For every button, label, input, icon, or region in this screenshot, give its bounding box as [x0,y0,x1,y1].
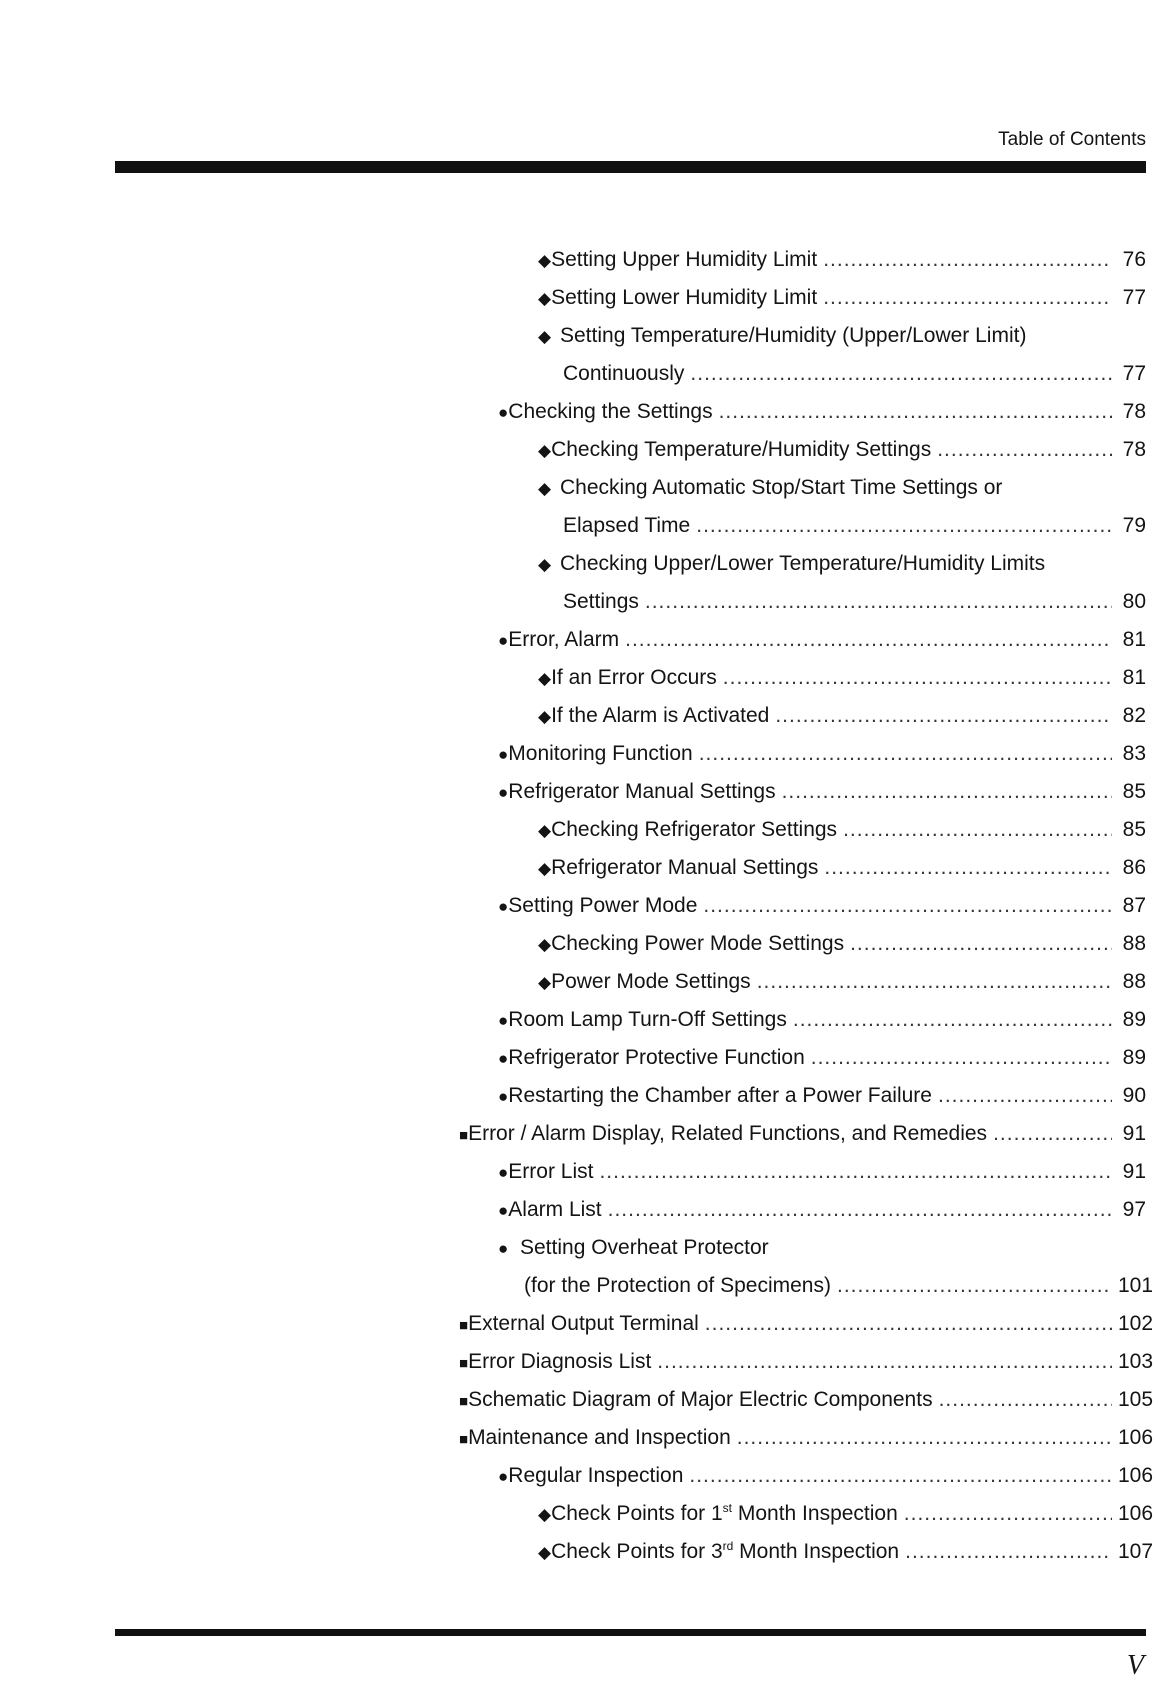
dot-leader [645,583,1112,621]
toc-entry-text: Error, Alarm [508,628,620,651]
toc-entry-label [468,1305,699,1343]
toc-entry-line [538,697,1146,736]
toc-entry[interactable] [0,1419,1169,1457]
dot-leader [939,1381,1112,1419]
toc-entry-label [551,431,931,469]
toc-page-number: 82 [1122,704,1146,727]
toc-entry-label [508,1191,601,1229]
toc-entry-line [538,811,1146,850]
toc-page-number: 91 [1122,1160,1146,1183]
diamond-bullet-icon: ◆ [538,973,552,992]
toc-entry-label [508,1001,787,1039]
toc-entry-line [538,1495,1154,1534]
dot-leader [904,1495,1112,1533]
toc-entry-text: Checking the Settings [508,400,713,423]
toc-page-number: 106 [1118,1426,1154,1449]
toc-entry-label [551,241,817,279]
circle-bullet-icon: ● [498,631,509,650]
toc-entry-text: Checking Refrigerator Settings [551,818,838,841]
dot-leader [690,355,1112,393]
diamond-bullet-icon: ◆ [538,555,552,574]
toc-page-number: 81 [1122,628,1146,651]
toc-entry[interactable] [0,469,1169,507]
toc-entry[interactable] [0,1229,1169,1267]
toc-entry-line [563,507,1146,545]
toc-entry[interactable] [0,355,1169,393]
toc-entry[interactable] [0,1001,1169,1039]
dot-leader [657,1343,1112,1381]
toc-entry-label [560,545,1045,583]
square-bullet-icon: ■ [459,1127,469,1144]
dot-leader [824,849,1112,887]
toc-entry-label [508,1457,683,1495]
toc-entry-line [459,1115,1146,1155]
toc-entry[interactable] [0,1533,1169,1571]
toc-entry-text-continued: Month Inspection [732,1502,898,1525]
toc-entry-text: Checking Upper/Lower Temperature/Humidity Limits [560,552,1046,575]
toc-entry-line [498,621,1146,660]
toc-entry-text: Refrigerator Manual Settings [551,856,819,879]
toc-page-number: 85 [1122,818,1146,841]
toc-entry[interactable] [0,1039,1169,1077]
toc-entry-line [538,963,1146,1002]
toc-entry[interactable] [0,1343,1169,1381]
toc-entry[interactable] [0,431,1169,469]
toc-entry[interactable] [0,849,1169,887]
toc-entry-label [508,621,619,659]
dot-leader [793,1001,1112,1039]
dot-leader [850,925,1112,963]
diamond-bullet-icon: ◆ [538,327,552,346]
diamond-bullet-icon: ◆ [538,1543,552,1562]
circle-bullet-icon: ● [498,403,509,422]
dot-leader [905,1533,1112,1571]
toc-entry-text: Power Mode Settings [551,970,751,993]
toc-entry-label [508,887,697,925]
toc-entry-line [498,1229,769,1268]
toc-entry-label [551,925,844,963]
toc-entry-text: Alarm List [508,1198,602,1221]
toc-entry-text: Setting Upper Humidity Limit [551,248,818,271]
diamond-bullet-icon: ◆ [538,859,552,878]
toc-entry[interactable] [0,1191,1169,1229]
toc-page-number: 105 [1118,1388,1154,1411]
toc-entry-line [538,659,1146,698]
circle-bullet-icon: ● [498,1049,509,1068]
toc-entry[interactable] [0,963,1169,1001]
toc-entry-line [538,925,1146,964]
dot-leader [782,773,1112,811]
toc-entry-text: Room Lamp Turn-Off Settings [508,1008,787,1031]
dot-leader [757,963,1112,1001]
toc-entry-text: Check Points for 1 [551,1502,723,1525]
toc-entry-line [498,887,1146,926]
toc-entry-text: Error Diagnosis List [468,1350,652,1373]
dot-leader [837,1267,1112,1305]
circle-bullet-icon: ● [498,745,509,764]
dot-leader [608,1191,1112,1229]
dot-leader [823,279,1112,317]
ordinal-suffix: rd [722,1539,734,1553]
toc-entry[interactable] [0,279,1169,317]
toc-entry-text: Setting Temperature/Humidity (Upper/Lower Limit) [560,324,1027,347]
toc-entry-text: Setting Lower Humidity Limit [551,286,818,309]
toc-entry-line [498,1039,1146,1078]
toc-entry-line [538,431,1146,470]
circle-bullet-icon: ● [498,1011,509,1030]
toc-entry-text: Error List [508,1160,594,1183]
toc-entry-label [551,697,769,735]
square-bullet-icon: ■ [459,1393,469,1410]
diamond-bullet-icon: ◆ [538,251,552,270]
toc-page-number: 88 [1122,932,1146,955]
toc-entry-label [468,1343,651,1381]
circle-bullet-icon: ● [498,897,509,916]
diamond-bullet-icon: ◆ [538,935,552,954]
toc-entry-text: Schematic Diagram of Major Electric Components [468,1388,933,1411]
toc-entry-label [560,317,1026,355]
circle-bullet-icon: ● [498,1163,509,1182]
toc-entry-line [498,1191,1146,1230]
circle-bullet-icon: ● [498,1087,509,1106]
dot-leader [993,1115,1112,1153]
toc-entry-line [538,279,1146,318]
diamond-bullet-icon: ◆ [538,289,552,308]
toc-entry-label [508,735,692,773]
dot-leader [696,507,1112,545]
toc-entry-line [538,241,1146,280]
ordinal-suffix: st [722,1501,733,1515]
toc-entry-label [563,507,690,545]
toc-entry-line [498,773,1146,812]
dot-leader [705,1305,1112,1343]
toc-entry[interactable] [0,887,1169,925]
diamond-bullet-icon: ◆ [538,1505,552,1524]
toc-entry[interactable] [0,697,1169,735]
toc-entry-line [563,355,1146,393]
toc-entry-text: Regular Inspection [508,1464,684,1487]
toc-entry-line [459,1381,1154,1421]
toc-page-number: 89 [1122,1046,1146,1069]
toc-entry-line [498,1153,1146,1192]
toc-entry[interactable] [0,1495,1169,1533]
toc-entry-label [508,773,775,811]
toc-entry[interactable] [0,317,1169,355]
dot-leader [703,887,1112,925]
toc-page-number: 78 [1122,438,1146,461]
diamond-bullet-icon: ◆ [538,821,552,840]
toc-entry-label [520,1229,769,1267]
toc-page-number: 77 [1122,362,1146,385]
toc-entry[interactable] [0,1305,1169,1343]
toc-entry-label [551,811,837,849]
diamond-bullet-icon: ◆ [538,669,552,688]
toc-entry-line [459,1343,1154,1383]
toc-entry[interactable] [0,545,1169,583]
toc-entry-text: Check Points for 3 [551,1540,723,1563]
toc-entry-text: (for the Protection of Specimens) [524,1274,831,1297]
toc-entry-label [563,355,684,393]
toc-entry-label [563,583,639,621]
dot-leader [775,697,1112,735]
square-bullet-icon: ■ [459,1317,469,1334]
toc-entry[interactable] [0,241,1169,279]
toc-entry[interactable] [0,583,1169,621]
dot-leader [811,1039,1112,1077]
toc-entry-text: Continuously [563,362,685,385]
toc-entry-text: If the Alarm is Activated [551,704,770,727]
toc-entry[interactable] [0,925,1169,963]
dot-leader [699,735,1112,773]
toc-page-number: 106 [1118,1464,1154,1487]
toc-entry-line [459,1419,1154,1459]
toc-entry-label [508,393,712,431]
toc-entry[interactable] [0,507,1169,545]
toc-entry-text: Elapsed Time [563,514,691,537]
toc-page-number: 78 [1122,400,1146,423]
toc-page-number: 102 [1118,1312,1154,1335]
toc-entry-label [508,1039,804,1077]
toc-entry-line [498,1457,1154,1496]
toc-entry-text: External Output Terminal [468,1312,699,1335]
toc-page-number: 81 [1122,666,1146,689]
toc-page-number: 103 [1118,1350,1154,1373]
toc-entry-text: Refrigerator Manual Settings [508,780,776,803]
toc-entry-line [538,1533,1154,1572]
toc-page-number: 77 [1122,286,1146,309]
footer-rule [115,1629,1146,1636]
dot-leader [938,1077,1112,1115]
toc-entry-label [468,1419,731,1457]
toc-page-number: 89 [1122,1008,1146,1031]
table-of-contents [0,241,1169,1571]
toc-page-number: 86 [1122,856,1146,879]
toc-entry-text-continued: Month Inspection [733,1540,900,1563]
toc-page-number: 91 [1122,1122,1146,1145]
square-bullet-icon: ■ [459,1355,469,1372]
toc-entry[interactable] [0,1267,1169,1305]
toc-entry-text: If an Error Occurs [551,666,717,689]
toc-entry[interactable] [0,659,1169,697]
running-header: Table of Contents [998,129,1146,150]
toc-page-number: 87 [1122,894,1146,917]
toc-entry-label [551,1533,899,1571]
toc-entry-text: Restarting the Chamber after a Power Failure [508,1084,932,1107]
toc-entry-text: Maintenance and Inspection [468,1426,731,1449]
toc-page-number: 80 [1122,590,1146,613]
circle-bullet-icon: ● [498,1467,509,1486]
toc-entry-label [551,963,751,1001]
toc-entry[interactable] [0,1115,1169,1153]
toc-entry-label [524,1267,831,1305]
toc-entry[interactable] [0,393,1169,431]
toc-entry-line [459,1305,1154,1345]
toc-entry[interactable] [0,621,1169,659]
toc-entry-label [468,1381,933,1419]
toc-page-number: 107 [1118,1540,1154,1563]
toc-entry-text: Checking Temperature/Humidity Settings [551,438,932,461]
dot-leader [843,811,1112,849]
toc-entry-text: Checking Power Mode Settings [551,932,845,955]
toc-page-number: 79 [1122,514,1146,537]
toc-entry-text: Checking Automatic Stop/Start Time Settings or [560,476,1003,499]
toc-entry-label [508,1153,593,1191]
toc-entry-line [538,545,1045,584]
toc-page-number: 85 [1122,780,1146,803]
toc-entry[interactable] [0,1153,1169,1191]
toc-page-number: 83 [1122,742,1146,765]
toc-entry-line [538,317,1026,356]
toc-entry-line [524,1267,1154,1305]
dot-leader [723,659,1112,697]
toc-entry[interactable] [0,1077,1169,1115]
toc-page-number: 106 [1118,1502,1154,1525]
toc-entry-line [498,735,1146,774]
header-rule [115,161,1146,173]
toc-page-number: 90 [1122,1084,1146,1107]
toc-entry[interactable] [0,1381,1169,1419]
toc-entry-text: Setting Power Mode [508,894,698,917]
toc-entry[interactable] [0,735,1169,773]
toc-entry-label [468,1115,987,1153]
dot-leader [937,431,1112,469]
toc-entry-line [498,393,1146,432]
circle-bullet-icon: ● [498,1201,509,1220]
toc-entry-label [551,849,818,887]
toc-entry-label [560,469,1002,507]
toc-page-number: 101 [1118,1274,1154,1297]
dot-leader [719,393,1112,431]
page-number: V [1126,1650,1144,1681]
toc-entry-line [498,1077,1146,1116]
toc-page-number: 76 [1122,248,1146,271]
toc-entry-text: Monitoring Function [508,742,693,765]
dot-leader [737,1419,1112,1457]
toc-entry-text: Settings [563,590,639,613]
dot-leader [823,241,1112,279]
circle-bullet-icon: ● [498,783,509,802]
toc-entry-line [538,849,1146,888]
circle-bullet-icon: ● [498,1239,509,1258]
dot-leader [599,1153,1112,1191]
toc-entry-label [551,659,717,697]
toc-entry-text: Setting Overheat Protector [520,1236,769,1259]
diamond-bullet-icon: ◆ [538,479,552,498]
toc-entry-text: Error / Alarm Display, Related Functions, and Remedies [468,1122,988,1145]
toc-entry-label [551,1495,898,1533]
toc-entry-line [563,583,1146,621]
toc-page-number: 97 [1122,1198,1146,1221]
toc-entry[interactable] [0,1457,1169,1495]
square-bullet-icon: ■ [459,1431,469,1448]
toc-entry-label [551,279,817,317]
toc-entry-text: Refrigerator Protective Function [508,1046,805,1069]
diamond-bullet-icon: ◆ [538,707,552,726]
dot-leader [625,621,1112,659]
diamond-bullet-icon: ◆ [538,441,552,460]
dot-leader [689,1457,1112,1495]
toc-entry[interactable] [0,811,1169,849]
toc-entry-label [508,1077,932,1115]
toc-entry-line [538,469,1002,508]
toc-entry-line [498,1001,1146,1040]
toc-entry[interactable] [0,773,1169,811]
toc-page-number: 88 [1122,970,1146,993]
